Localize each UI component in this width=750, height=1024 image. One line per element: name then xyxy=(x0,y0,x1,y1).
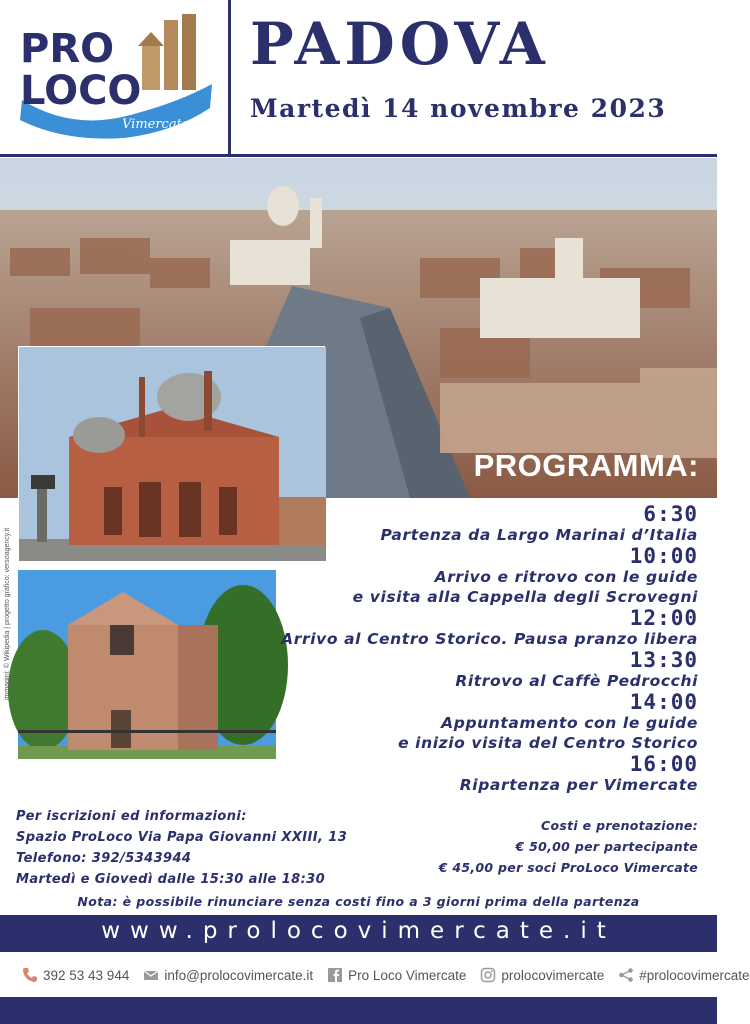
costs-line: Costi e prenotazione: xyxy=(541,818,698,833)
info-line: Per iscrizioni ed informazioni: xyxy=(16,809,247,824)
info-line: Martedì e Giovedì dalle 15:30 alle 18:30 xyxy=(16,872,326,887)
programma-heading: PROGRAMMA: xyxy=(473,448,699,483)
contact-text: Pro Loco Vimercate xyxy=(348,967,467,983)
header-divider-horizontal xyxy=(0,154,717,157)
contact-phone[interactable] xyxy=(22,967,129,983)
schedule-time: 10:00 xyxy=(629,544,698,568)
schedule-time: 12:00 xyxy=(629,606,698,630)
svg-text:LOCO: LOCO xyxy=(20,68,142,114)
schedule-time: 14:00 xyxy=(629,690,698,714)
schedule-desc: Appuntamento con le guide xyxy=(441,714,698,732)
facebook-icon xyxy=(327,967,343,983)
contact-text: info@prolocovimercate.it xyxy=(164,967,314,983)
contact-facebook[interactable] xyxy=(327,967,466,983)
footer-bar xyxy=(0,997,717,1024)
instagram-icon xyxy=(480,967,496,983)
schedule-item xyxy=(268,545,698,607)
info-line: Spazio ProLoco Via Papa Giovanni XXIII, 13 xyxy=(16,830,348,845)
page-title: PADOVA xyxy=(250,10,550,78)
website-link[interactable]: www.prolocovimercate.it xyxy=(101,918,616,944)
contact-text: #prolocovimercate xyxy=(639,967,750,983)
photo-cappella-scrovegni xyxy=(18,570,276,759)
schedule-desc: Ritrovo al Caffè Pedrocchi xyxy=(455,672,698,690)
info-line: Telefono: 392/5343944 xyxy=(16,851,192,866)
schedule-item xyxy=(268,607,698,649)
schedule-item xyxy=(268,649,698,691)
costs-line: € 50,00 per partecipante xyxy=(515,839,698,854)
image-credit: immagini: © Wikipedia | progetto grafico: versoagency.it xyxy=(4,527,11,700)
registration-info xyxy=(16,806,347,890)
contact-text: prolocovimercate xyxy=(501,967,605,983)
contact-instagram[interactable] xyxy=(480,967,604,983)
schedule-desc: Arrivo e ritrovo con le guide xyxy=(434,568,698,586)
website-bar xyxy=(0,915,717,952)
costs-line: € 45,00 per soci ProLoco Vimercate xyxy=(438,860,698,875)
schedule-time: 13:30 xyxy=(629,648,698,672)
header-divider-vertical xyxy=(228,0,231,156)
contact-hashtag[interactable] xyxy=(618,967,749,983)
mail-icon xyxy=(143,967,159,983)
schedule-desc: Arrivo al Centro Storico. Pausa pranzo libera xyxy=(281,630,698,648)
schedule-item xyxy=(268,503,698,545)
event-date: Martedì 14 novembre 2023 xyxy=(250,94,667,123)
header xyxy=(0,0,717,158)
costs-info xyxy=(439,815,698,878)
contact-text: 392 53 43 944 xyxy=(43,967,130,983)
contacts-bar xyxy=(22,964,750,986)
schedule-desc: Ripartenza per Vimercate xyxy=(459,776,698,794)
proloco-logo xyxy=(14,12,214,140)
schedule-desc: e visita alla Cappella degli Scrovegni xyxy=(352,588,698,606)
phone-icon xyxy=(22,967,38,983)
svg-text:Vimercate: Vimercate xyxy=(122,117,190,132)
share-icon xyxy=(618,967,634,983)
schedule-desc: Partenza da Largo Marinai d’Italia xyxy=(380,526,698,544)
schedule-item xyxy=(268,691,698,753)
svg-text:PRO: PRO xyxy=(20,26,115,72)
schedule-time: 16:00 xyxy=(629,752,698,776)
schedule-desc: e inizio visita del Centro Storico xyxy=(398,734,698,752)
schedule-item xyxy=(268,753,698,795)
contact-email[interactable] xyxy=(143,967,313,983)
schedule xyxy=(268,503,698,795)
schedule-time: 6:30 xyxy=(643,502,698,526)
cancellation-note: Nota: è possibile rinunciare senza costi fino a 3 giorni prima della partenza xyxy=(77,894,640,909)
